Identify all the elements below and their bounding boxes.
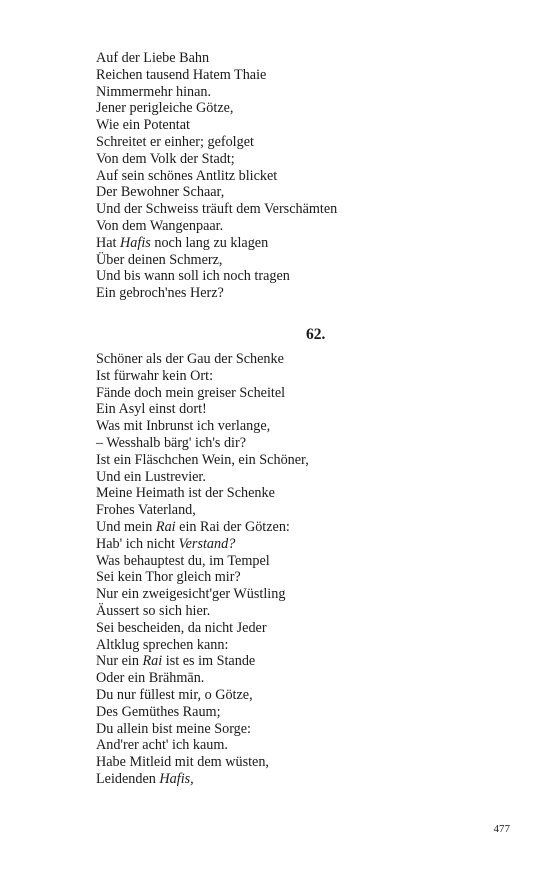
poem-line <box>96 151 496 168</box>
poem-line <box>96 536 496 553</box>
poem-line <box>96 100 496 117</box>
poem-line <box>96 771 496 788</box>
line-text: Von dem Wangenpaar. <box>96 217 224 234</box>
line-text: Schöner als der Gau der Schenke <box>96 351 284 367</box>
italic-text: Hafis, <box>159 770 194 787</box>
poem-line <box>96 418 496 435</box>
line-text: Du nur füllest mir, o Götze, <box>96 686 253 703</box>
line-text: Habe Mitleid mit dem wüsten, <box>96 754 269 771</box>
poem-line <box>96 117 496 134</box>
line-text: Auf der Liebe Bahn <box>96 50 210 66</box>
poem-line <box>96 184 496 201</box>
line-text: – Wesshalb bärg' ich's dir? <box>96 434 247 451</box>
line-text: Und mein <box>96 518 156 535</box>
poem-line <box>96 519 496 536</box>
italic-text: Rai <box>142 653 163 670</box>
poem-line <box>96 285 496 302</box>
line-text: Was mit Inbrunst ich verlange, <box>96 418 271 435</box>
poem-line <box>96 469 496 486</box>
line-text: Von dem Volk der Stadt; <box>96 150 235 167</box>
poem-line <box>96 134 496 151</box>
line-text: Sei bescheiden, da nicht Jeder <box>96 619 267 636</box>
line-text: Ist fürwahr kein Ort: <box>96 367 214 384</box>
line-text: Altklug sprechen kann: <box>96 636 229 653</box>
poem-line <box>96 452 496 469</box>
line-text: Was behauptest du, im Tempel <box>96 552 270 569</box>
poem-line <box>96 553 496 570</box>
line-text: Des Gemüthes Raum; <box>96 703 221 720</box>
poem-line <box>96 235 496 252</box>
line-text: Und der Schweiss träuft dem Verschämten <box>96 201 338 218</box>
line-text: Äussert so sich hier. <box>96 602 211 619</box>
poem-line <box>96 268 496 285</box>
line-text: Hat <box>96 234 121 251</box>
poem-line <box>96 637 496 654</box>
line-text: Schreitet er einher; gefolget <box>96 133 254 150</box>
line-text: Hab' ich nicht <box>96 535 179 552</box>
poem-line <box>96 502 496 519</box>
line-text: ein Rai der Götzen: <box>175 518 290 535</box>
line-text: Und bis wann soll ich noch tragen <box>96 268 290 285</box>
poem-line <box>96 704 496 721</box>
line-text: Leidenden <box>96 770 160 787</box>
line-text: Auf sein schönes Antlitz blicket <box>96 167 278 184</box>
line-text: Der Bewohner Schaar, <box>96 184 225 201</box>
poem-line <box>96 252 496 269</box>
line-text: Nur ein zweigesicht'ger Wüstling <box>96 586 286 603</box>
italic-text: Verstand? <box>178 535 236 552</box>
line-text: Über deinen Schmerz, <box>96 251 223 268</box>
line-text: Nimmermehr hinan. <box>96 83 212 100</box>
poem-line <box>96 754 496 771</box>
poem-line <box>96 485 496 502</box>
italic-text: Rai <box>155 518 176 535</box>
poem-line <box>96 168 496 185</box>
line-text: Meine Heimath ist der Schenke <box>96 485 275 502</box>
poem-line <box>96 670 496 687</box>
line-text: noch lang zu klagen <box>150 234 269 251</box>
poem-line <box>96 351 496 368</box>
line-text: Ein Asyl einst dort! <box>96 401 207 418</box>
line-text: Sei kein Thor gleich mir? <box>96 569 241 586</box>
poem-line <box>96 586 496 603</box>
poem-line <box>96 368 496 385</box>
poem-line <box>96 653 496 670</box>
page-number: 477 <box>493 823 510 835</box>
poem-line <box>96 603 496 620</box>
poem-line <box>96 737 496 754</box>
line-text: Du allein bist meine Sorge: <box>96 720 251 737</box>
line-text: Und ein Lustrevier. <box>96 468 206 485</box>
line-text: Reichen tausend Hatem Thaie <box>96 66 267 83</box>
poem-line <box>96 620 496 637</box>
line-text: Jener perigleiche Götze, <box>96 100 234 117</box>
italic-text: Hafis <box>120 234 151 251</box>
poem-line <box>96 435 496 452</box>
poem-line <box>96 84 496 101</box>
line-text: Nur ein <box>96 653 143 670</box>
poem-line <box>96 50 496 67</box>
poem-line <box>96 218 496 235</box>
continued-poem-stanza <box>96 50 496 302</box>
poem-line <box>96 201 496 218</box>
line-text: ist es im Stande <box>162 653 256 670</box>
line-text: Frohes Vaterland, <box>96 502 196 519</box>
poem-line <box>96 721 496 738</box>
poem-line <box>96 385 496 402</box>
poem-line <box>96 401 496 418</box>
poem-line <box>96 687 496 704</box>
poem-line <box>96 67 496 84</box>
line-text: Ein gebroch'nes Herz? <box>96 285 224 302</box>
line-text: Fände doch mein greiser Scheitel <box>96 384 286 401</box>
line-text: Wie ein Potentat <box>96 117 190 134</box>
line-text: Ist ein Fläschchen Wein, ein Schöner, <box>96 451 309 468</box>
line-text: Oder ein Brähmān. <box>96 670 205 687</box>
poem-62-stanza <box>96 351 496 788</box>
line-text: And'rer acht' ich kaum. <box>96 737 228 754</box>
poem-line <box>96 569 496 586</box>
poem-number-heading: 62. <box>306 326 326 343</box>
